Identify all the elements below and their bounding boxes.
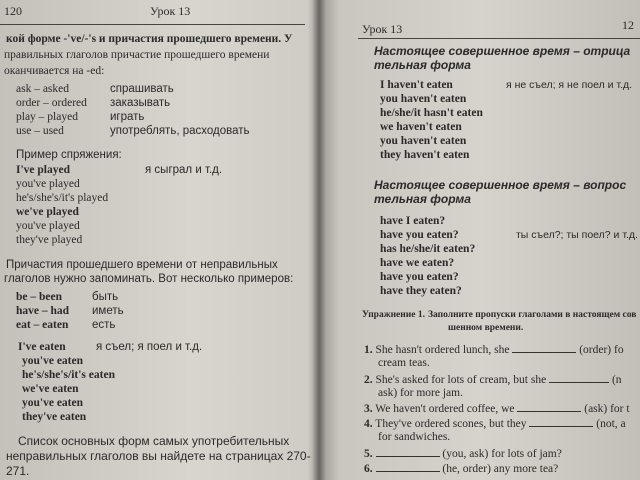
page-number-right: 12: [622, 18, 634, 32]
verb-pair-ru: употреблять, расходовать: [110, 125, 250, 137]
question-form: have you eaten?: [380, 271, 459, 283]
exercise-text-after: (n: [611, 374, 622, 386]
heading-negative-line: Настоящее совершенное время – отрица: [374, 44, 631, 58]
exercise-text-after: (order) fo: [579, 344, 624, 356]
irregular-pair-en: have – had: [16, 305, 70, 317]
left-page: [0, 0, 312, 480]
exercise-text-after: (you, ask) for lots of jam?: [442, 448, 562, 460]
exercise-blank[interactable]: [517, 401, 581, 412]
irregular-note-line: Причастия прошедшего времени от неправильных: [6, 259, 278, 271]
negative-gloss: я не съел; я не поел и т.д.: [506, 79, 633, 91]
exercise-blank[interactable]: [376, 461, 440, 472]
right-page: [328, 0, 640, 480]
question-form: have I eaten?: [380, 215, 446, 227]
exercise-instruction-line: шенном времени.: [448, 323, 524, 333]
intro-line-1: кой форме -'ve/-'s и причастия прошедшего времени. У: [6, 33, 293, 45]
conj-eaten-gloss: я съел; я поел и т.д.: [96, 341, 203, 353]
heading-negative-line: тельная форма: [374, 58, 471, 72]
exercise-blank[interactable]: [529, 416, 593, 427]
irregular-pair-ru: есть: [92, 319, 116, 331]
footer-note-line: неправильных глаголов вы найдете на страницах 270-: [6, 449, 311, 463]
exercise-number: 6.: [364, 463, 373, 475]
irregular-pair-ru: иметь: [92, 305, 124, 317]
conj-played-line: you've played: [16, 220, 80, 232]
conj-eaten-line: he's/she's/it's eaten: [22, 369, 115, 381]
heading-question-line: Настоящее совершенное время – вопрос: [374, 178, 627, 192]
exercise-text-after: (he, order) any more tea?: [442, 463, 559, 475]
header-rule-left: [0, 24, 305, 25]
conj-played-line: I've played: [16, 164, 70, 176]
conj-played-gloss: я сыграл и т.д.: [145, 164, 223, 176]
exercise-item: [364, 372, 622, 387]
exercise-text: She's asked for lots of cream, but she: [375, 374, 547, 386]
exercise-number: 4.: [364, 418, 373, 430]
verb-pair-en: ask – asked: [16, 83, 70, 95]
heading-question-line: тельная форма: [374, 192, 471, 206]
exercise-number: 5.: [364, 448, 373, 460]
conj-eaten-line: they've eaten: [22, 411, 87, 423]
exercise-text: They've ordered scones, but they: [375, 418, 527, 430]
question-form: have you eaten?: [380, 229, 459, 241]
negative-form: he/she/it hasn't eaten: [380, 107, 483, 119]
example-label: Пример спряжения:: [16, 149, 122, 161]
conj-played-line: they've played: [16, 234, 83, 246]
exercise-text-after: (ask) for t: [584, 403, 630, 415]
conj-played-line: you've played: [16, 178, 80, 190]
question-gloss: ты съел?; ты поел? и т.д.: [516, 229, 638, 241]
irregular-pair-en: eat – eaten: [16, 319, 69, 331]
exercise-continuation: for sandwiches.: [378, 431, 451, 443]
verb-pair-ru: спрашивать: [110, 83, 174, 95]
exercise-text: We haven't ordered coffee, we: [375, 403, 515, 415]
exercise-item: [364, 416, 626, 431]
exercise-instruction-line: Заполните пропуски глаголами в настоящем сов: [428, 310, 637, 320]
footer-note-line: Список основных форм самых употребительных: [18, 434, 290, 448]
irregular-pair-en: be – been: [16, 291, 62, 303]
exercise-continuation: cream teas.: [378, 357, 430, 369]
exercise-blank[interactable]: [376, 446, 440, 457]
running-head-right: Урок 13: [362, 22, 403, 36]
conj-eaten-line: we've eaten: [22, 383, 79, 395]
exercise-number: 3.: [364, 403, 373, 415]
verb-pair-ru: играть: [110, 111, 145, 123]
question-form: have we eaten?: [380, 257, 455, 269]
exercise-continuation: ask) for more jam.: [378, 387, 463, 399]
conj-eaten-line: I've eaten: [18, 341, 66, 353]
exercise-number: 2.: [364, 374, 373, 386]
verb-pair-en: play – played: [16, 111, 78, 123]
conj-played-line: he's/she's/it's played: [16, 192, 109, 204]
exercise-item: [364, 342, 624, 357]
negative-form: we haven't eaten: [380, 121, 462, 133]
intro-line-2: правильных глаголов причастие прошедшего времени: [4, 49, 270, 61]
exercise-item: [364, 461, 558, 476]
exercise-text: She hasn't ordered lunch, she: [375, 344, 510, 356]
exercise-blank[interactable]: [512, 342, 576, 353]
question-form: have they eaten?: [380, 285, 462, 297]
conj-played-line: we've played: [16, 206, 79, 218]
footer-note-line: 271.: [6, 464, 30, 478]
intro-line-3: оканчивается на -ed:: [4, 65, 105, 77]
running-head-left: Урок 13: [150, 4, 191, 18]
exercise-item: [364, 446, 562, 461]
irregular-note-line: глаголов нужно запоминать. Вот несколько примеров:: [4, 273, 294, 285]
exercise-label: Упражнение 1.: [362, 310, 425, 320]
exercise-text-after: (not, a: [596, 418, 626, 430]
negative-form: you haven't eaten: [380, 93, 467, 105]
negative-form: I haven't eaten: [380, 79, 453, 91]
verb-pair-en: order – ordered: [16, 97, 87, 109]
negative-form: you haven't eaten: [380, 135, 467, 147]
negative-form: they haven't eaten: [380, 149, 470, 161]
conj-eaten-line: you've eaten: [22, 397, 84, 409]
header-rule-right: [358, 38, 640, 39]
exercise-item: [364, 401, 630, 416]
exercise-blank[interactable]: [549, 372, 609, 383]
exercise-number: 1.: [364, 344, 373, 356]
book-gutter: [312, 0, 326, 480]
question-form: has he/she/it eaten?: [380, 243, 476, 255]
page-number-left: 120: [4, 4, 22, 18]
verb-pair-ru: заказывать: [110, 97, 171, 109]
verb-pair-en: use – used: [16, 125, 64, 137]
irregular-pair-ru: быть: [92, 291, 119, 303]
conj-eaten-line: you've eaten: [22, 355, 84, 367]
